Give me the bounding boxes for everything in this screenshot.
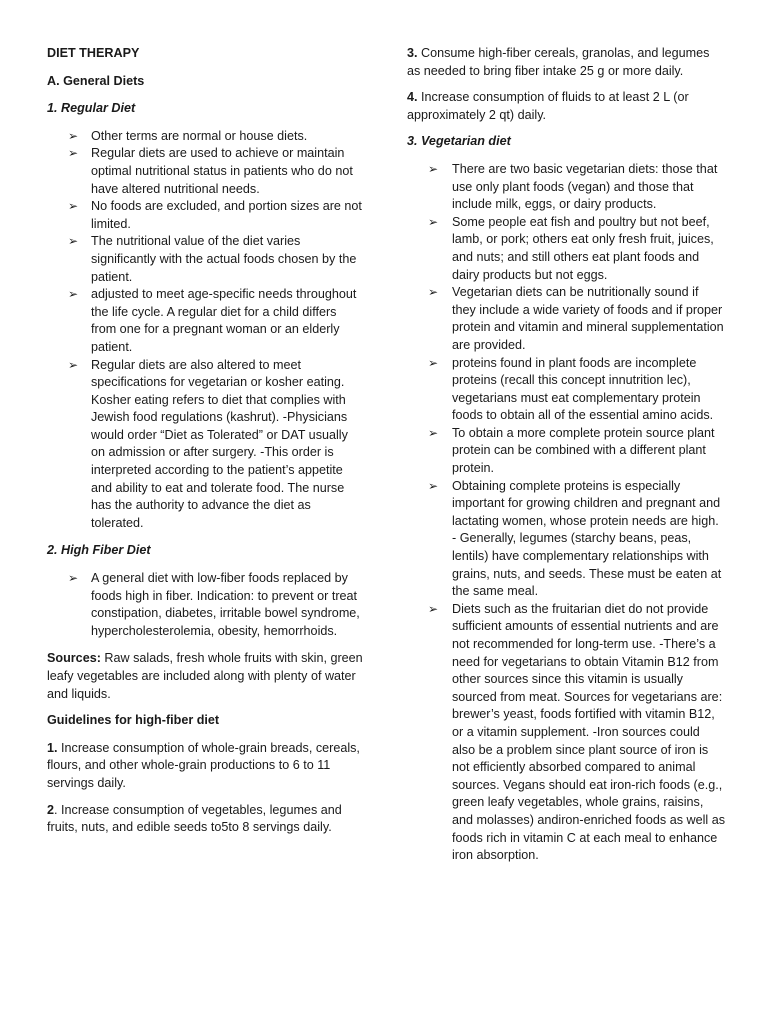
arrow-bullet-icon: ➢ (428, 478, 439, 493)
list-item (428, 355, 725, 425)
list-item-text: adjusted to meet age-specific needs throughout the life cycle. A regular diet for a child differs from one for a pregnant woman or an elderly patient. (91, 287, 357, 354)
right-column (407, 45, 725, 875)
list-item-text: Diets such as the fruitarian diet do not provide sufficient amounts of essential nutrients and are not recommended for long-term use. -There’s a need for vegetarians to obtain Vitamin B12 from other sources since this vitamin is usually sourced from meat. Sources for vegetarians are: brewer’s yeast, foods fortified with vitamin B12, or a vitamin supplement. -Iron sources could also be a problem since plant source of iron is not efficiently absorbed compared to animal sources. Vegans should eat iron-rich foods (e.g., green leafy vegetables, whole grains, raisins, and molasses) andiron-enriched foods as well as foods rich in vitamin C at each meal to enhance iron absorption. (452, 601, 726, 863)
arrow-bullet-icon: ➢ (68, 287, 79, 302)
guideline-number: 3. (407, 46, 418, 60)
list-item (428, 161, 725, 214)
general-diets-heading: A. General Diets (47, 73, 145, 88)
vegetarian-diet-heading: 3. Vegetarian diet (407, 134, 511, 149)
arrow-bullet-icon: ➢ (68, 199, 79, 214)
guidelines-heading: Guidelines for high-fiber diet (47, 713, 220, 728)
guideline-text: . Increase consumption of vegetables, legumes and fruits, nuts, and edible seeds to5to 8 servings daily. (47, 802, 342, 835)
arrow-bullet-icon: ➢ (68, 146, 79, 161)
list-item-text: proteins found in plant foods are incomplete proteins (recall this concept innutrition lec), vegetarians must eat complementary protein foods to obtain all of the essential amino acids. (452, 355, 714, 423)
arrow-bullet-icon: ➢ (68, 128, 79, 143)
arrow-bullet-icon: ➢ (428, 425, 439, 440)
sources-text: Raw salads, fresh whole fruits with skin, green leafy vegetables are included along with plenty of water and liquids. (47, 651, 363, 701)
guideline-3 (407, 45, 725, 80)
left-column (47, 45, 365, 846)
regular-diet-heading: 1. Regular Diet (47, 101, 136, 116)
sources-paragraph (47, 650, 365, 703)
list-item (68, 198, 365, 233)
list-item (68, 128, 365, 146)
vegetarian-list (407, 161, 725, 865)
list-item (68, 357, 365, 533)
list-item-text: Vegetarian diets can be nutritionally sound if they include a wide variety of foods and if proper protein and vitamin and mineral supplementation are provided. (452, 285, 724, 352)
list-item-text: A general diet with low-fiber foods replaced by foods high in fiber. Indication: to prevent or treat constipation, diabetes, irritable bowel syndrome, hypercholesterolemia, obesity, hemorrhoids. (91, 571, 360, 638)
arrow-bullet-icon: ➢ (428, 161, 439, 176)
list-item-text: Regular diets are also altered to meet specifications for vegetarian or kosher eating. Kosher eating refers to diet that complies with Jewish food regulations (kashrut). -Physicians would order “Diet as Tolerated” or DAT usually on admission or after surgery. -This order is interpreted according to the patient’s appetite and ability to eat and tolerate food. The nurse has the authority to advance the diet as tolerated. (91, 357, 348, 530)
list-item-text: Some people eat fish and poultry but not beef, lamb, or pork; others eat only fresh fruit, juices, and nuts; and still others eat plant foods and dairy products but not eggs. (452, 214, 714, 282)
list-item (68, 233, 365, 286)
arrow-bullet-icon: ➢ (428, 601, 439, 616)
arrow-bullet-icon: ➢ (428, 355, 439, 370)
arrow-bullet-icon: ➢ (68, 234, 79, 249)
regular-diet-list (47, 128, 365, 533)
high-fiber-diet-heading: 2. High Fiber Diet (47, 543, 151, 558)
list-item-text: The nutritional value of the diet varies significantly with the actual foods chosen by the patient. (91, 234, 357, 284)
high-fiber-list (47, 570, 365, 640)
arrow-bullet-icon: ➢ (428, 214, 439, 229)
list-item-text: To obtain a more complete protein source plant protein can be combined with a different plant protein. (452, 425, 715, 476)
guideline-2 (47, 802, 365, 837)
list-item (428, 478, 725, 601)
list-item-text: Regular diets are used to achieve or maintain optimal nutritional status in patients who do not have altered nutritional needs. (91, 146, 353, 196)
list-item-text: Obtaining complete proteins is especially important for growing children and pregnant and lactating women, whose protein needs are high. - Generally, legumes (starchy beans, peas, lentils) have complementary relationships with grains, nuts, and seeds. These must be eaten at the same meal. (452, 478, 722, 599)
list-item (428, 284, 725, 354)
list-item (428, 214, 725, 284)
guideline-text: Increase consumption of whole-grain breads, cereals, flours, and other whole-grain productions to 6 to 11 servings daily. (47, 740, 360, 790)
guideline-number: 2 (47, 802, 55, 817)
list-item-text: Other terms are normal or house diets. (91, 128, 308, 143)
arrow-bullet-icon: ➢ (428, 285, 439, 300)
guideline-text: Consume high-fiber cereals, granolas, and legumes as needed to bring fiber intake 25 g or more daily. (407, 46, 710, 78)
arrow-bullet-icon: ➢ (68, 571, 79, 586)
list-item-text: No foods are excluded, and portion sizes are not limited. (91, 199, 362, 231)
list-item (428, 425, 725, 478)
list-item (68, 570, 365, 640)
list-item (68, 286, 365, 356)
document-title: DIET THERAPY (47, 46, 140, 60)
sources-label: Sources: (47, 651, 101, 666)
guideline-1 (47, 740, 365, 793)
list-item (68, 145, 365, 198)
guideline-number: 4. (407, 90, 418, 105)
list-item-text: There are two basic vegetarian diets: those that use only plant foods (vegan) and those that include milk, eggs, or dairy products. (452, 161, 718, 212)
list-item (428, 601, 725, 865)
arrow-bullet-icon: ➢ (68, 357, 79, 372)
guideline-text: Increase consumption of fluids to at least 2 L (or approximately 2 qt) daily. (407, 90, 689, 122)
guideline-number: 1. (47, 740, 58, 755)
guideline-4 (407, 89, 725, 124)
